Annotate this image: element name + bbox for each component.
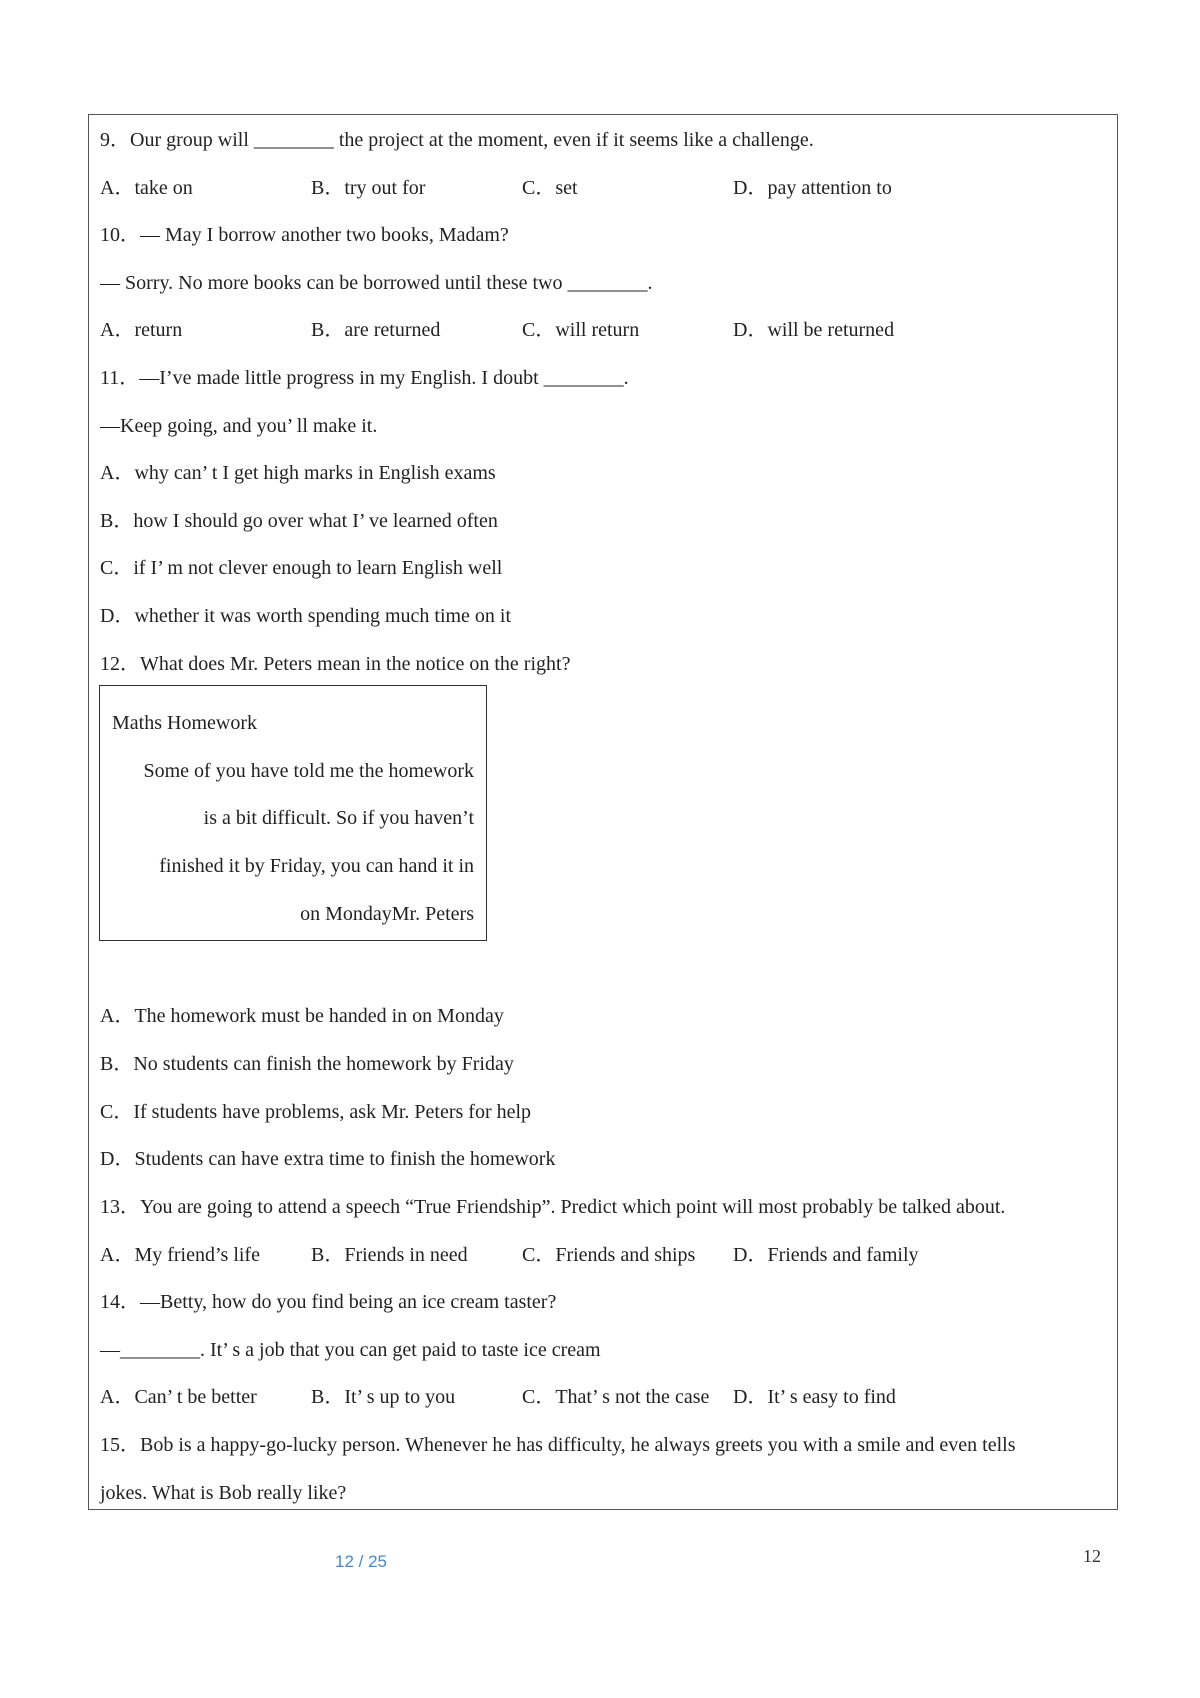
q14-stem: 14．—Betty, how do you find being an ice cream taster? (100, 1291, 557, 1313)
q10-option-a: A．return (100, 319, 183, 341)
q11-option-d: D．whether it was worth spending much time on it (100, 605, 512, 627)
q13-option-d: D．Friends and family (733, 1244, 919, 1266)
q9-option-d: D．pay attention to (733, 177, 892, 199)
q14-option-a: A．Can’ t be better (100, 1386, 257, 1408)
q15-stem-cont: jokes. What is Bob really like? (100, 1482, 347, 1504)
notice-line: Some of you have told me the homework (143, 760, 474, 782)
q11-option-b: B．how I should go over what I’ ve learned often (100, 510, 498, 532)
q14-option-c: C．That’ s not the case (522, 1386, 710, 1408)
q13-option-a: A．My friend’s life (100, 1244, 260, 1266)
q12-option-d: D．Students can have extra time to finish the homework (100, 1148, 556, 1170)
q9-option-c: C．set (522, 177, 578, 199)
q13-option-c: C．Friends and ships (522, 1244, 696, 1266)
q11-stem: 11．—I’ve made little progress in my English. I doubt ________. (100, 367, 629, 389)
q14-stem-reply: —________. It’ s a job that you can get paid to taste ice cream (100, 1339, 601, 1361)
notice-title: Maths Homework (112, 712, 257, 734)
q14-option-d: D．It’ s easy to find (733, 1386, 896, 1408)
q9-stem: 9．Our group will ________ the project at the moment, even if it seems like a challenge. (100, 129, 814, 151)
q10-stem: 10．— May I borrow another two books, Madam? (100, 224, 509, 246)
q11-option-a: A．why can’ t I get high marks in English exams (100, 462, 496, 484)
q11-option-c: C．if I’ m not clever enough to learn English well (100, 557, 503, 579)
q13-option-b: B．Friends in need (311, 1244, 468, 1266)
notice-line: is a bit difficult. So if you haven’t (203, 807, 474, 829)
q10-option-c: C．will return (522, 319, 640, 341)
q13-stem: 13．You are going to attend a speech “True Friendship”. Predict which point will most probably be talked about. (100, 1196, 1006, 1218)
q15-stem: 15．Bob is a happy-go-lucky person. Whenever he has difficulty, he always greets you with a smile and even tells (100, 1434, 1016, 1456)
page-number: 12 (1083, 1546, 1101, 1566)
q9-option-a: A．take on (100, 177, 193, 199)
notice-box (99, 685, 487, 941)
notice-line: finished it by Friday, you can hand it in (159, 855, 474, 877)
q10-stem-reply: — Sorry. No more books can be borrowed until these two ________. (100, 272, 653, 294)
q10-option-d: D．will be returned (733, 319, 895, 341)
q10-option-b: B．are returned (311, 319, 441, 341)
page-indicator: 12 / 25 (335, 1552, 387, 1571)
q9-option-b: B．try out for (311, 177, 426, 199)
q12-option-a: A．The homework must be handed in on Monday (100, 1005, 504, 1027)
q12-option-c: C．If students have problems, ask Mr. Peters for help (100, 1101, 532, 1123)
q12-stem: 12．What does Mr. Peters mean in the notice on the right? (100, 653, 571, 675)
q14-option-b: B．It’ s up to you (311, 1386, 456, 1408)
q12-option-b: B．No students can finish the homework by Friday (100, 1053, 514, 1075)
q11-stem-reply: —Keep going, and you’ ll make it. (100, 415, 378, 437)
notice-line: on MondayMr. Peters (300, 903, 474, 925)
